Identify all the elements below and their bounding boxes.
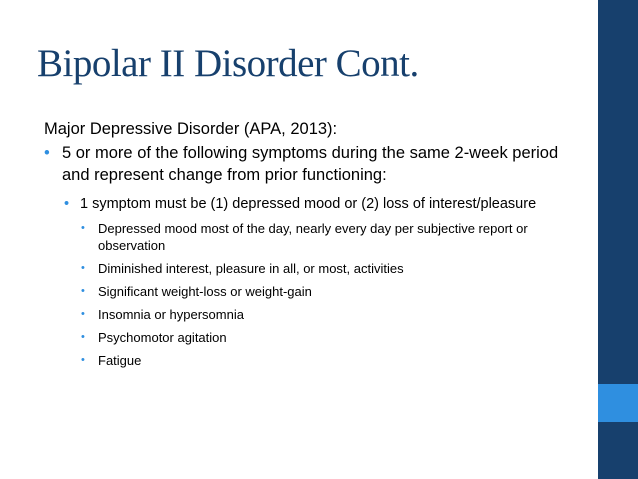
bullet-icon: •	[81, 285, 85, 297]
bullet-icon: •	[81, 262, 85, 274]
symptom-item	[80, 306, 574, 323]
symptom-text: Insomnia or hypersomnia	[98, 307, 244, 322]
bullet-list-level2	[62, 194, 574, 369]
slide-title: Bipolar II Disorder Cont.	[37, 42, 419, 85]
symptom-item	[80, 329, 574, 346]
bullet-icon: •	[44, 144, 50, 162]
bullet-item-level2	[62, 194, 574, 369]
symptom-text: Psychomotor agitation	[98, 330, 227, 345]
symptom-text: Depressed mood most of the day, nearly every day per subjective report or observation	[98, 221, 528, 253]
symptom-text: Diminished interest, pleasure in all, or most, activities	[98, 261, 404, 276]
symptom-text: Fatigue	[98, 353, 142, 368]
bullet-icon: •	[64, 196, 70, 212]
symptom-item	[80, 283, 574, 300]
intro-text: Major Depressive Disorder (APA, 2013):	[44, 120, 338, 138]
bullet-list-level3	[62, 220, 574, 369]
symptom-text: Significant weight-loss or weight-gain	[98, 284, 312, 299]
sidebar-accent-block	[598, 384, 638, 422]
bullet-icon: •	[81, 331, 85, 343]
bullet-icon: •	[81, 222, 85, 234]
symptom-item	[80, 352, 574, 369]
bullet-item-level1	[44, 142, 574, 369]
bullet-list-level1	[44, 142, 574, 369]
symptom-item	[80, 260, 574, 277]
bullet-icon: •	[81, 308, 85, 320]
bullet-text-level2: 1 symptom must be (1) depressed mood or (2) loss of interest/pleasure	[80, 196, 537, 212]
bullet-icon: •	[81, 354, 85, 366]
slide-body	[44, 118, 574, 375]
symptom-item	[80, 220, 574, 254]
bullet-text-level1: 5 or more of the following symptoms during the same 2-week period and represent change from prior functioning:	[62, 144, 559, 184]
